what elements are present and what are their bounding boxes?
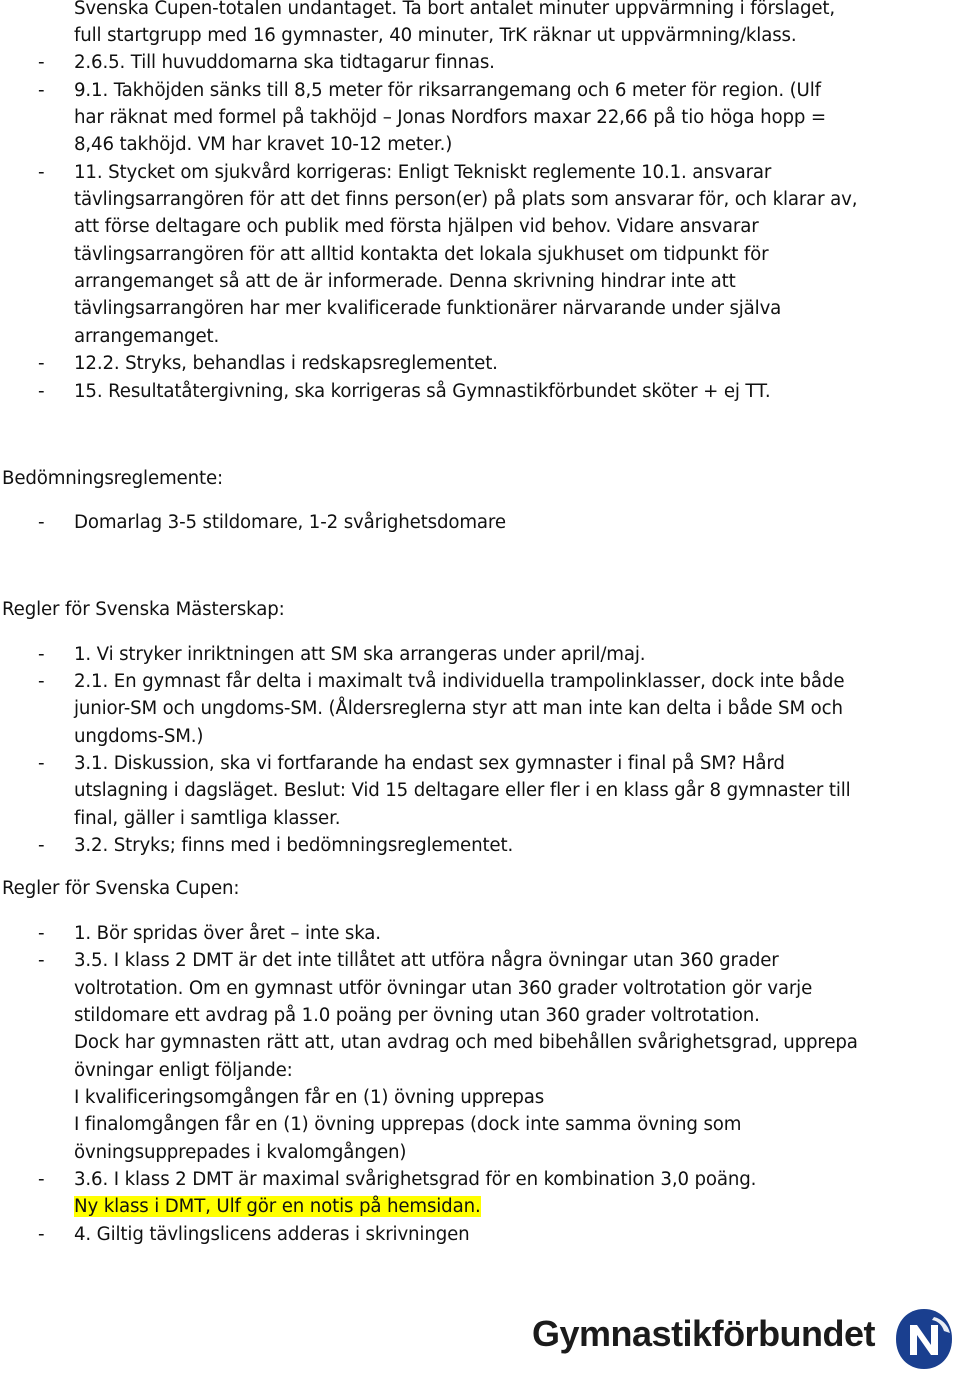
list-item-text: 11. Stycket om sjukvård korrigeras: Enligt Tekniskt reglemente 10.1. ansvarar [74, 162, 772, 183]
list-dash: - [38, 353, 45, 374]
text-line: arrangemanget så att de är informerade. Denna skrivning hindrar inte att [74, 271, 736, 292]
list-item-text: 1. Bör spridas över året – inte ska. [74, 923, 381, 944]
highlighted-text: Ny klass i DMT, Ulf gör en notis på hemsidan. [74, 1196, 481, 1217]
list-dash: - [38, 162, 45, 183]
text-line: ungdoms-SM.) [74, 726, 204, 747]
list-item-text: 3.5. I klass 2 DMT är det inte tillåtet att utföra några övningar utan 360 grader [74, 950, 779, 971]
text-line: final, gäller i samtliga klasser. [74, 808, 341, 829]
list-dash: - [38, 671, 45, 692]
list-item [38, 641, 645, 668]
list-dash: - [38, 753, 45, 774]
text-line: tävlingsarrangören för att det finns person(er) på plats som ansvarar för, och klarar av, [74, 189, 858, 210]
list-item [38, 1166, 756, 1193]
list-item-text: 9.1. Takhöjden sänks till 8,5 meter för riksarrangemang och 6 meter för region. (Ulf [74, 80, 821, 101]
text-line: Dock har gymnasten rätt att, utan avdrag och med bibehållen svårighetsgrad, upprepa [74, 1032, 858, 1053]
list-dash: - [38, 512, 45, 533]
text-line: att förse deltagare och publik med första hjälpen vid behov. Vidare ansvarar [74, 216, 759, 237]
list-item [38, 159, 771, 186]
text-line: arrangemanget. [74, 326, 220, 347]
list-item-text: 3.1. Diskussion, ska vi fortfarande ha endast sex gymnaster i final på SM? Hård [74, 753, 785, 774]
list-dash: - [38, 644, 45, 665]
list-item-text: 12.2. Stryks, behandlas i redskapsreglementet. [74, 353, 498, 374]
list-dash: - [38, 381, 45, 402]
list-dash: - [38, 1169, 45, 1190]
gymnastikforbundet-logo-icon [894, 1307, 954, 1371]
list-item [38, 378, 770, 405]
list-item-text: 2.1. En gymnast får delta i maximalt två individuella trampolinklasser, dock inte både [74, 671, 845, 692]
section-heading: Bedömningsreglemente: [2, 468, 223, 489]
text-line: utslagning i dagsläget. Beslut: Vid 15 deltagare eller fler i en klass går 8 gymnaster till [74, 780, 851, 801]
text-line: 8,46 takhöjd. VM har kravet 10-12 meter.) [74, 134, 453, 155]
list-item-text: 3.6. I klass 2 DMT är maximal svårighetsgrad för en kombination 3,0 poäng. [74, 1169, 757, 1190]
list-item-text: 4. Giltig tävlingslicens adderas i skrivningen [74, 1224, 470, 1245]
text-line: har räknat med formel på takhöjd – Jonas Nordfors maxar 22,66 på tio höga hopp = [74, 107, 826, 128]
list-item-text: 3.2. Stryks; finns med i bedömningsreglementet. [74, 835, 514, 856]
list-item [38, 1221, 470, 1248]
text-line: voltrotation. Om en gymnast utför övningar utan 360 grader voltrotation gör varje [74, 978, 813, 999]
text-line: tävlingsarrangören för att alltid kontakta det lokala sjukhuset om tidpunkt för [74, 244, 769, 265]
list-item [38, 49, 495, 76]
list-dash: - [38, 835, 45, 856]
text-line: övningsupprepades i kvalomgången) [74, 1142, 407, 1163]
text-line: full startgrupp med 16 gymnaster, 40 minuter, TrK räknar ut uppvärmning/klass. [74, 25, 797, 46]
list-item [38, 947, 779, 974]
section-heading: Regler för Svenska Mästerskap: [2, 599, 285, 620]
list-dash: - [38, 52, 45, 73]
list-dash: - [38, 1224, 45, 1245]
list-item-text: Domarlag 3-5 stildomare, 1-2 svårighetsdomare [74, 512, 506, 533]
text-line: Svenska Cupen-totalen undantaget. Ta bort antalet minuter uppvärmning i förslaget, [74, 0, 836, 19]
list-item [38, 750, 785, 777]
highlighted-note [74, 1193, 481, 1220]
logo-text: Gymnastikförbundet [532, 1313, 876, 1354]
list-item-text: 15. Resultatåtergivning, ska korrigeras så Gymnastikförbundet sköter + ej TT. [74, 381, 771, 402]
list-dash: - [38, 80, 45, 101]
list-item [38, 920, 381, 947]
text-line: junior-SM och ungdoms-SM. (Åldersreglerna styr att man inte kan delta i både SM och [74, 698, 843, 719]
list-item-text: 1. Vi stryker inriktningen att SM ska arrangeras under april/maj. [74, 644, 646, 665]
text-line: I finalomgången får en (1) övning upprepas (dock inte samma övning som [74, 1114, 742, 1135]
list-item [38, 350, 498, 377]
list-dash: - [38, 923, 45, 944]
list-item [38, 668, 844, 695]
section-heading: Regler för Svenska Cupen: [2, 878, 240, 899]
gymnastikforbundet-logo [532, 1307, 952, 1371]
text-line: stildomare ett avdrag på 1.0 poäng per övning utan 360 grader voltrotation. [74, 1005, 760, 1026]
text-line: I kvalificeringsomgången får en (1) övning upprepas [74, 1087, 545, 1108]
text-line: övningar enligt följande: [74, 1060, 293, 1081]
list-item [38, 832, 513, 859]
list-item-text: 2.6.5. Till huvuddomarna ska tidtagarur finnas. [74, 52, 495, 73]
text-line: tävlingsarrangören har mer kvalificerade funktionärer närvarande under själva [74, 298, 782, 319]
list-item [38, 77, 821, 104]
list-dash: - [38, 950, 45, 971]
list-item [38, 509, 506, 536]
